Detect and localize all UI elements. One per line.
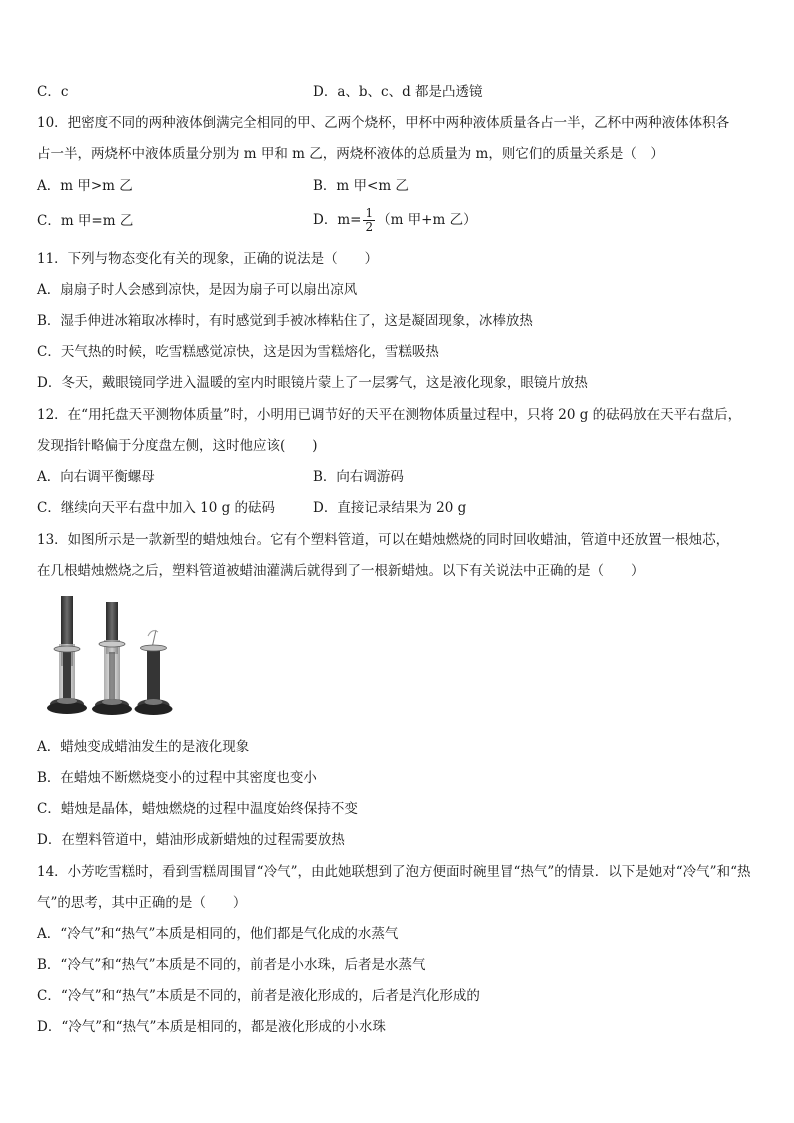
q13-option-c: C．蜡烛是晶体，蜡烛燃烧的过程中温度始终保持不变 [37,801,358,817]
candle-holder-figure [44,592,180,720]
q11-option-b: B．湿手伸进冰箱取冰棒时，有时感觉到手被冰棒粘住了，这是凝固现象，冰棒放热 [37,313,533,329]
q13-stem-line2: 在几根蜡烛燃烧之后，塑料管道被蜡油灌满后就得到了一根新蜡烛。以下有关说法中正确的是（ ） [37,563,645,579]
fraction-denominator: 2 [365,220,374,234]
q10-option-a: A．m 甲>m 乙 [37,178,133,194]
fraction-numerator: 1 [365,206,374,220]
candle-holder-1 [47,596,87,714]
q10-stem-line1: 10．把密度不同的两种液体倒满完全相同的甲、乙两个烧杯，甲杯中两种液体质量各占一半，乙杯中两种液体体积各 [37,115,730,131]
candle-holder-3 [135,630,173,715]
q11-option-d: D．冬天，戴眼镜同学进入温暖的室内时眼镜片蒙上了一层雾气，这是液化现象，眼镜片放热 [37,375,588,391]
q10-option-c: C．m 甲=m 乙 [37,213,134,229]
q14-stem-line1: 14．小芳吃雪糕时，看到雪糕周围冒“冷气”，由此她联想到了泡方便面时碗里冒“热气”的情景．以下是她对“冷气”和“热 [37,864,751,880]
q14-stem-line2: 气”的思考，其中正确的是（ ） [37,895,247,911]
q11-option-c: C．天气热的时候，吃雪糕感觉凉快，这是因为雪糕熔化，雪糕吸热 [37,344,439,360]
q14-option-c: C．“冷气”和“热气”本质是不同的，前者是液化形成的，后者是汽化形成的 [37,988,480,1004]
q10-option-b: B．m 甲<m 乙 [313,178,409,194]
q10-option-d-prefix: D．m= [313,212,362,228]
q13-option-b: B．在蜡烛不断燃烧变小的过程中其密度也变小 [37,770,317,786]
q14-option-b: B．“冷气”和“热气”本质是不同的，前者是小水珠，后者是水蒸气 [37,957,426,973]
q14-option-d: D．“冷气”和“热气”本质是相同的，都是液化形成的小水珠 [37,1019,386,1035]
q10-stem-line2: 占一半，两烧杯中液体质量分别为 m 甲和 m 乙，两烧杯液体的总质量为 m，则它们的质量关系是（ ） [37,146,664,162]
q10-option-d-suffix: （m 甲+m 乙） [377,212,477,228]
q10-option-d [313,203,477,237]
q12-stem-line2: 发现指针略偏于分度盘左侧，这时他应该( ) [37,438,318,454]
q10-option-d-fraction [363,207,375,234]
q12-option-b: B．向右调游码 [313,469,404,485]
q12-option-d: D．直接记录结果为 20 g [313,500,467,516]
q13-stem-line1: 13．如图所示是一款新型的蜡烛烛台。它有个塑料管道，可以在蜡烛燃烧的同时回收蜡油，管道中还放置一根烛芯， [37,532,730,548]
q11-stem: 11．下列与物态变化有关的现象，正确的说法是（ ） [37,251,379,267]
candle-holder-2 [92,602,132,715]
q14-option-a: A．“冷气”和“热气”本质是相同的，他们都是气化成的水蒸气 [37,926,399,942]
q9-option-d: D．a、b、c、d 都是凸透镜 [313,84,483,100]
q12-stem-line1: 12．在“用托盘天平测物体质量”时，小明用已调节好的天平在测物体质量过程中，只将 20 g 的砝码放在天平右盘后， [37,407,742,423]
q12-option-c: C．继续向天平右盘中加入 10 g 的砝码 [37,500,276,516]
q9-option-c: C．c [37,84,69,100]
q13-option-a: A．蜡烛变成蜡油发生的是液化现象 [37,739,250,755]
q11-option-a: A．扇扇子时人会感到凉快，是因为扇子可以扇出凉风 [37,282,358,298]
q13-option-d: D．在塑料管道中，蜡油形成新蜡烛的过程需要放热 [37,832,345,848]
q12-option-a: A．向右调平衡螺母 [37,469,155,485]
